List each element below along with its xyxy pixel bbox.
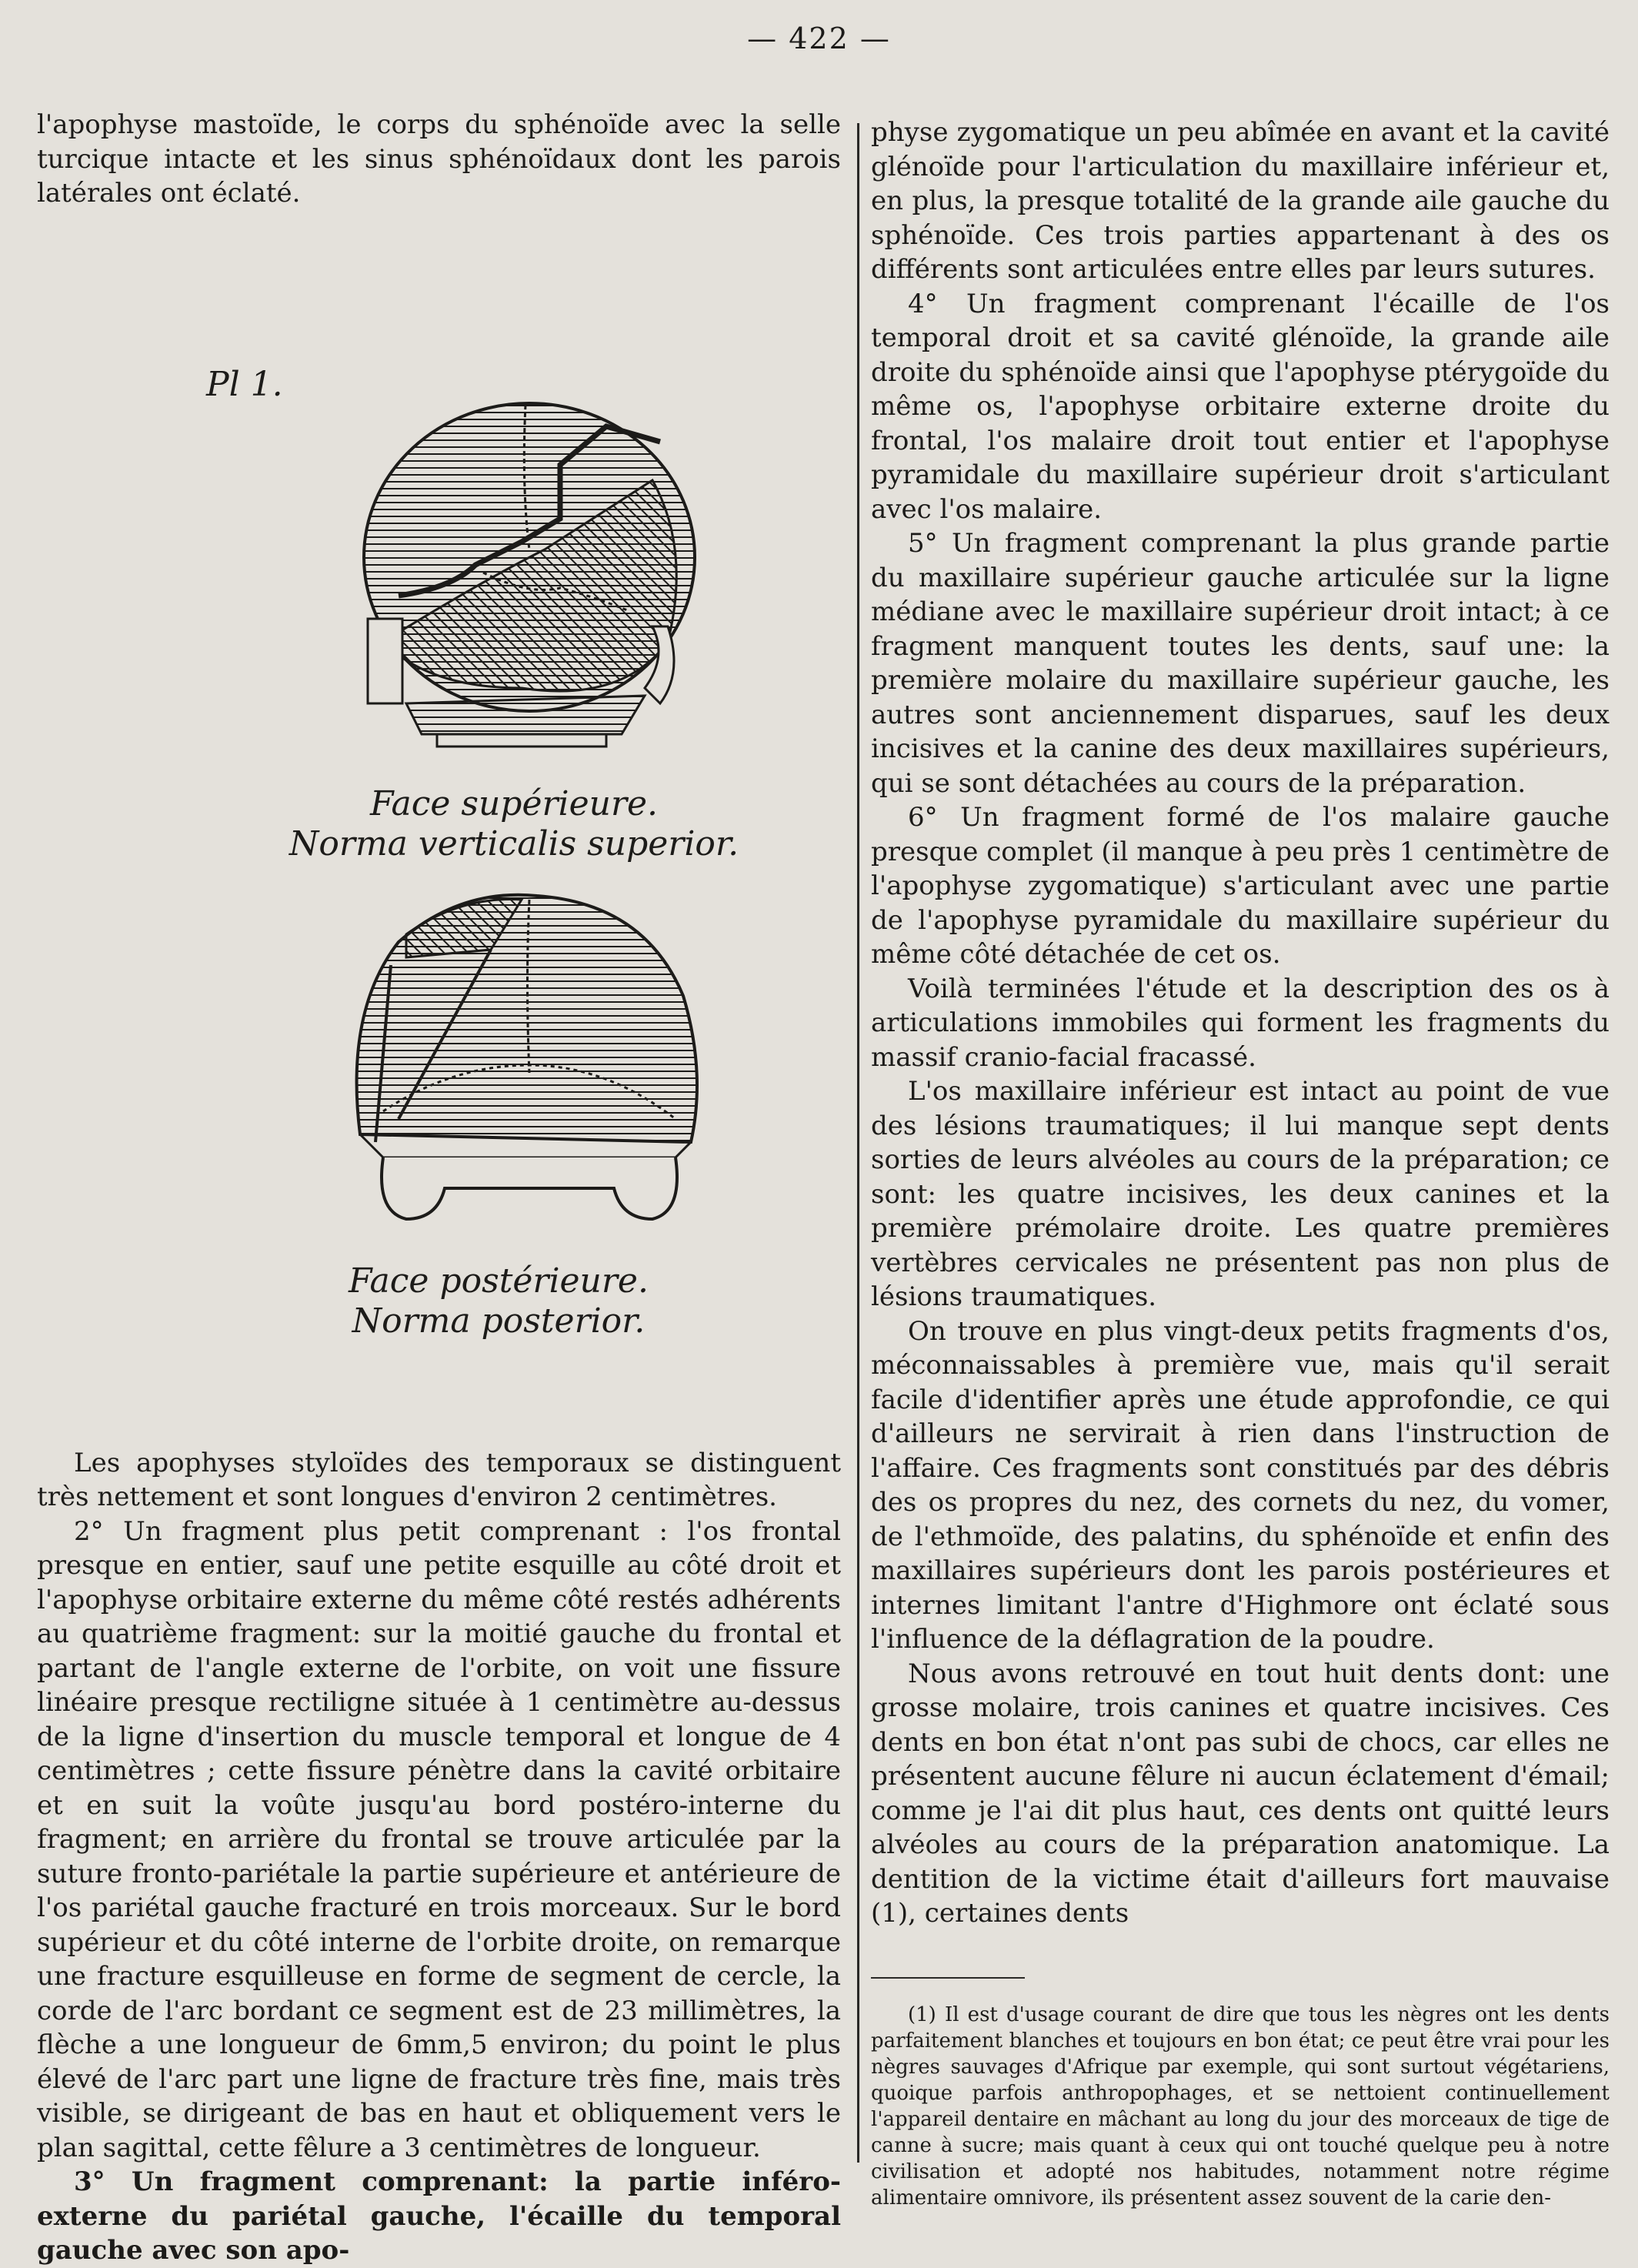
footnote xyxy=(871,2002,1610,2211)
paragraph-petits-fragments: On trouve en plus vingt-deux petits fragments d'os, méconnaissables à première vue, mais qu'il serait facile d'identifier après une étude approfondie, ce qui d'ailleurs ne servirait à rien dans l'instruction de l'affaire. Ces fragments sont constitués par des débris des os propres du nez, des cornets du nez, du vomer, de l'ethmoïde, des palatins, du sphénoïde et enfin des maxillaires supérieurs dont les parois postérieures et internes limitant l'antre d'Highmore ont éclaté sous l'influence de la déflagration de la poudre. xyxy=(871,1315,1610,1655)
paragraph-fragment-3: 3° Un fragment comprenant: la partie inféro-externe du pariétal gauche, l'écaille du temporal gauche avec son apo- xyxy=(37,2166,841,2266)
footnote-text: (1) Il est d'usage courant de dire que tous les nègres ont les dents parfaitement blanches et toujours en bon état; ce peut être vrai pour les nègres sauvages d'Afrique par exemple, qui sont surtout végétariens, quoique parfois anthropophages, et se nettoient continuellement l'appareil dentaire en mâchant au long du jour des morceaux de tige de canne à sucre; mais quant à ceux qui ont touché quelque peu à notre civilisation et adopté nos habitudes, notamment notre régime alimentaire omnivore, ils présentent assez souvent de la carie den- xyxy=(871,2002,1610,2210)
skull-superior-drawing xyxy=(329,396,729,750)
caption-superior-fr: Face supérieure. xyxy=(369,783,659,823)
paragraph-dents: Nous avons retrouvé en tout huit dents dont: une grosse molaire, trois canines et quatre incisives. Ces dents en bon état n'ont pas subi de chocs, car elles ne présentent aucune fêlure ni aucun éclatement d'émail; comme je l'ai dit plus haut, ces dents ont quitté leurs alvéoles au cours de la préparation anatomique. La dentition de la victime était d'ailleurs fort mauvaise (1), certaines dents xyxy=(871,1658,1610,1929)
caption-superior-la: Norma verticalis superior. xyxy=(289,823,739,863)
paragraph-fragment-4: 4° Un fragment comprenant l'écaille de l'os temporal droit et sa cavité glénoïde, la grande aile droite du sphénoïde ainsi que l'apophyse ptérygoïde du même os, l'apophyse orbitaire externe droite du frontal, l'os malaire droit tout entier et l'apophyse pyramidale du maxillaire supérieur droit s'articulant avec l'os malaire. xyxy=(871,288,1610,525)
skull-posterior-drawing xyxy=(337,888,722,1234)
plate-label: Pl 1. xyxy=(206,364,283,404)
paragraph-fragment-5: 5° Un fragment comprenant la plus grande partie du maxillaire supérieur gauche articulée sur la ligne médiane avec le maxillaire supérieur droit intact; à ce fragment manquent toutes les dents, sauf une: la première molaire du maxillaire supérieur gauche, les autres sont anciennement disparues, sauf les deux incisives et la canine des deux maxillaires supérieurs, qui se sont détachées au cours de la préparation. xyxy=(871,528,1610,799)
paragraph-fragment-2: 2° Un fragment plus petit comprenant : l'os frontal presque en entier, sauf une petite esquille au côté droit et l'apophyse orbitaire externe du même côté restés adhérents au quatrième fragment: sur la moitié gauche du frontal et partant de l'angle externe de l'orbite, on voit une fissure linéaire presque rectiligne située à 1 centimètre au-dessus de la ligne d'insertion du muscle temporal et longue de 4 centimètres ; cette fissure pénètre dans la cavité orbitaire et en suit la voûte jusqu'au bord postéro-interne du fragment; en arrière du frontal se trouve articulée par la suture fronto-pariétale la partie supérieure et antérieure de l'os pariétal gauche fracturé en trois morceaux. Sur le bord supérieur et du côté interne de l'orbite droite, on remarque une fracture esquilleuse en forme de segment de cercle, la corde de l'arc bordant ce segment est de 23 millimètres, la flèche a une longueur de 6mm,5 environ; du point le plus élevé de l'arc part une ligne de fracture très fine, mais très visible, se dirigeant de bas en haut et obliquement vers le plan sagittal, cette fêlure a 3 centimètres de longueur. xyxy=(37,1515,841,2163)
paragraph-maxillaire-inferieur: L'os maxillaire inférieur est intact au point de vue des lésions traumatiques; il lui manque sept dents sorties de leurs alvéoles au cours de la préparation; ce sont: les quatre incisives, les deux canines et la première prémolaire droite. Les quatre premières vertèbres cervicales ne présentent pas non plus de lésions traumatiques. xyxy=(871,1076,1610,1312)
paragraph-styloid: Les apophyses styloïdes des temporaux se distinguent très nettement et sont longues d'environ 2 centimètres. xyxy=(37,1447,841,1512)
caption-posterior-fr: Face postérieure. xyxy=(349,1261,649,1301)
right-column xyxy=(871,115,1610,2211)
caption-superior xyxy=(222,784,806,864)
left-column xyxy=(37,108,841,2268)
intro-paragraph: l'apophyse mastoïde, le corps du sphénoïde avec la selle turcique intacte et les sinus sphénoïdaux dont les parois latérales ont éclaté. xyxy=(37,109,841,209)
column-divider xyxy=(857,123,859,2163)
page-number: — 422 — xyxy=(747,22,891,55)
plate-figure xyxy=(37,211,841,1341)
paragraph-fragment-6: 6° Un fragment formé de l'os malaire gauche presque complet (il manque à peu près 1 centimètre de l'apophyse zygomatique) s'articulant avec une partie de l'apophyse pyramidale du maxillaire supérieur du même côté détachée de cet os. xyxy=(871,802,1610,970)
caption-posterior-la: Norma posterior. xyxy=(352,1301,646,1341)
footnote-rule xyxy=(871,1977,1025,1979)
paragraph-voila: Voilà terminées l'étude et la description des os à articulations immobiles qui forment les fragments du massif cranio-facial fracassé. xyxy=(871,973,1610,1073)
paragraph-fragment-3-continued: physe zygomatique un peu abîmée en avant et la cavité glénoïde pour l'articulation du maxillaire inférieur et, en plus, la presque totalité de la grande aile gauche du sphénoïde. Ces trois parties appartenant à des os différents sont articulées entre elles par leurs sutures. xyxy=(871,117,1610,285)
caption-posterior xyxy=(229,1261,768,1341)
